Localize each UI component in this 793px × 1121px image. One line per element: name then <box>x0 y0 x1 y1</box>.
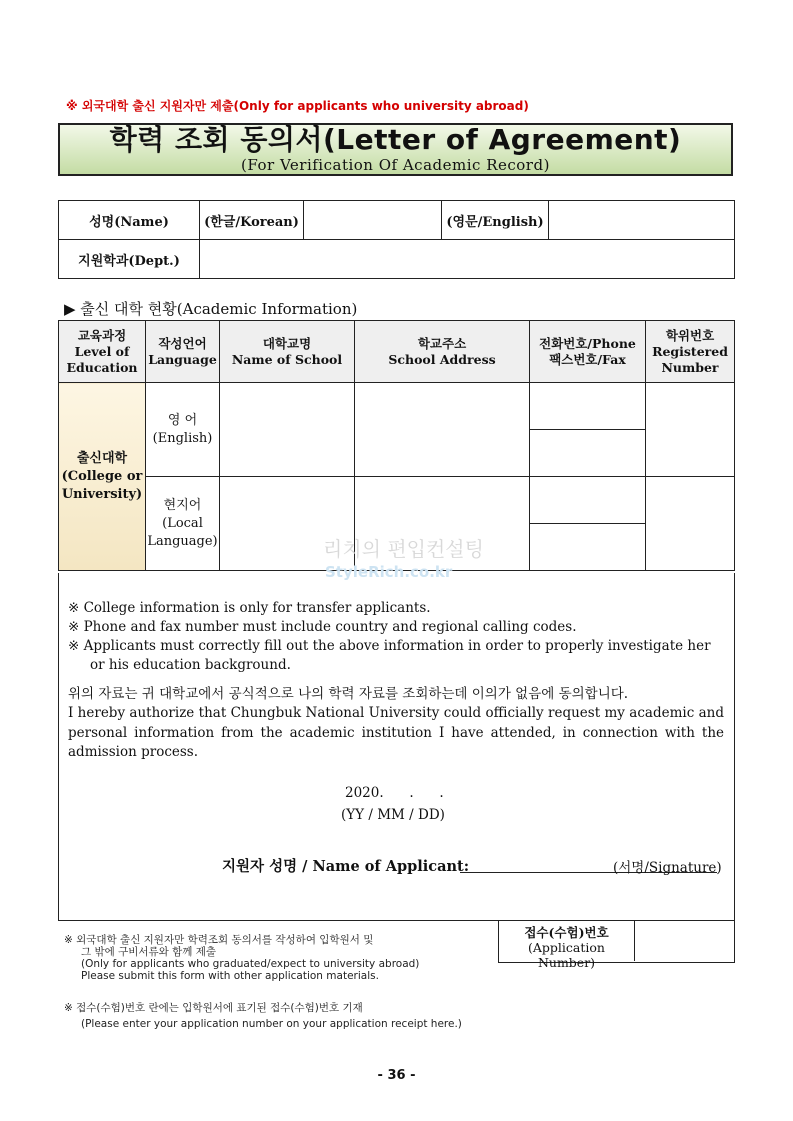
footer-note1-en2: Please submit this form with other application materials. <box>81 970 379 982</box>
school-name-english-field[interactable] <box>220 383 355 477</box>
table-row <box>59 477 735 524</box>
registered-number-local-field[interactable] <box>646 477 735 571</box>
name-label: 성명(Name) <box>59 201 200 240</box>
section-label: ▶ 출신 대학 현황(Academic Information) <box>64 300 358 318</box>
fax-english-field[interactable] <box>530 430 646 477</box>
phone-english-field[interactable] <box>530 383 646 430</box>
header-school-name: 대학교명 Name of School <box>220 321 355 383</box>
signature-label: 지원자 성명 / Name of Applicant: <box>222 858 470 875</box>
top-notice: ※ 외국대학 출신 지원자만 제출(Only for applicants who university abroad) <box>66 99 529 113</box>
school-address-english-field[interactable] <box>355 383 530 477</box>
page-number: - 36 - <box>377 1068 416 1083</box>
footer-note2-kr: ※ 접수(수험)번호 란에는 입학원서에 표기된 접수(수험)번호 기재 <box>64 1002 363 1014</box>
date-format: (YY / MM / DD) <box>341 807 445 823</box>
watermark-text: 리치의 편입컨설팅 <box>323 537 484 561</box>
page-title: 학력 조회 동의서(Letter of Agreement) <box>109 123 682 156</box>
title-banner <box>58 123 733 176</box>
note-applicants-cont: or his education background. <box>90 657 291 673</box>
english-label: (영문/English) <box>442 201 549 240</box>
note-phone: ※ Phone and fax number must include country and regional calling codes. <box>68 619 577 635</box>
registered-number-english-field[interactable] <box>646 383 735 477</box>
header-level: 교육과정 Level of Education <box>59 321 146 383</box>
header-language: 작성언어 Language <box>146 321 220 383</box>
english-name-field[interactable] <box>549 201 735 240</box>
note-college: ※ College information is only for transfer applicants. <box>68 600 431 616</box>
dept-field[interactable] <box>200 240 735 279</box>
watermark-url: StyleRich.co.kr <box>325 563 453 581</box>
dept-label: 지원학과(Dept.) <box>59 240 200 279</box>
table-header-row <box>59 321 735 383</box>
application-number-box <box>498 920 735 970</box>
applicant-info-table <box>58 200 735 279</box>
header-registered-number: 학위번호 Registered Number <box>646 321 735 383</box>
table-row <box>59 383 735 430</box>
footer-note1-kr1: ※ 외국대학 출신 지원자만 학력조회 동의서를 작성하여 입학원서 및 <box>64 934 374 946</box>
korean-label: (한글/Korean) <box>200 201 304 240</box>
header-phone-fax: 전화번호/Phone 팩스번호/Fax <box>530 321 646 383</box>
application-number-field[interactable] <box>636 920 733 961</box>
language-english-cell: 영 어 (English) <box>146 383 220 477</box>
agreement-english: I hereby authorize that Chungbuk National University could officially request my academic and personal information from the academic institution I have attended, in connection with the admission process. <box>68 705 724 760</box>
phone-local-field[interactable] <box>530 477 646 524</box>
page-subtitle: (For Verification Of Academic Record) <box>241 156 550 174</box>
footer-note1-kr2: 그 밖에 구비서류와 함께 제출 <box>81 946 217 958</box>
date-line[interactable]: 2020. . . <box>345 785 444 801</box>
footer-note2-en: (Please enter your application number on your application receipt here.) <box>81 1018 462 1030</box>
language-local-cell: 현지어 (Local Language) <box>146 477 220 571</box>
header-school-address: 학교주소 School Address <box>355 321 530 383</box>
application-number-label: 접수(수험)번호 (Application Number) <box>499 920 635 961</box>
note-applicants: ※ Applicants must correctly fill out the above information in order to properly investigate her <box>68 638 711 654</box>
footer-note1-en1: (Only for applicants who graduated/expect to university abroad) <box>81 958 420 970</box>
signature-suffix: (서명/Signature) <box>613 860 722 876</box>
korean-name-field[interactable] <box>304 201 442 240</box>
origin-college-cell: 출신대학 (College or University) <box>59 383 146 571</box>
fax-local-field[interactable] <box>530 524 646 571</box>
agreement-korean: 위의 자료는 귀 대학교에서 공식적으로 나의 학력 자료를 조회하는데 이의가 없음에 동의합니다. <box>68 686 629 702</box>
